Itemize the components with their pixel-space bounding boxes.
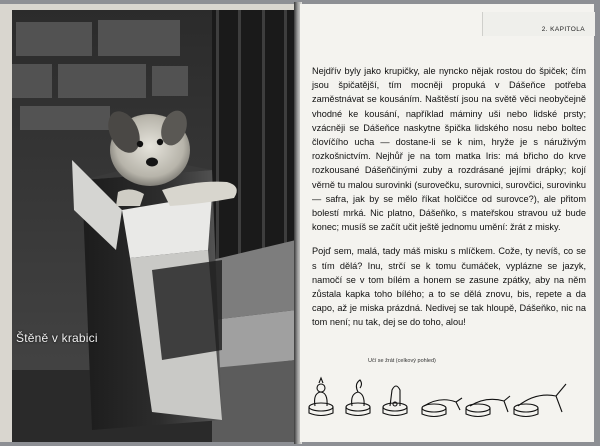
left-page (0, 4, 296, 442)
frame-3 (383, 386, 407, 416)
puppy-drinking-illustration (300, 368, 594, 422)
body-text (312, 64, 586, 340)
photo-image (12, 10, 296, 442)
paragraph: Nejdřív byly jako krupičky, ale nyncko nějak rostou do špiček; čím jsou špičatější, tím mocněji propuká v Dášeňce potřeba zaměstnávat se kousáním. Naštěstí jsou na světě věci neobyčejně vhodné ke kousání, například máminy uši nebo lidské prsty; vzácněji se Dášeňce naskytne špička lidského nosu nebo boltec človíčího ucha — dostane-li se k nim, hryže je s náruživým rozkošnictvím. Nejhůř je na tom matka Iris: má břicho do krve rozkousané Dášeňčinými zuby a rozdrásané jejími drápky; kojí věrně tu malou surovinki (surovečku, surovnici, surovčici, surovinku — safra, jak by se mělo říkat holčičce od surovce?), ale přitom bolestí mrká. Nic platno, Dášeňko, s mateřskou stravou už bude konec; musíš se začít učit ještě jednomu umění: žrát z misky. (312, 66, 586, 233)
frame-2 (346, 380, 370, 416)
puppy-drinking-sequence-drawing (300, 368, 594, 422)
chapter-header-tab (482, 12, 595, 36)
frame-5 (466, 396, 510, 417)
frame-6 (514, 384, 566, 417)
frame-4 (422, 398, 462, 417)
right-page (300, 4, 594, 442)
chapter-label: 2. KAPITOLA (541, 26, 585, 33)
frame-1 (309, 378, 333, 416)
paragraph: Pojď sem, malá, tady máš misku s mlíčkem. Cože, ty nevíš, co se s tím dělá? Inu, strčí se k tomu čumáček, vyplázne se jazyk, namočí se v tom bílém a honem se zasune zpátky, aby na něm zůstala kapka toho bílého; a to se dělá znovu, bis, repete a da capo, až je miska prázdná. Nedivej se tak hloupě, Dášeňko, nic na tom není; nu tak, dej se do toho, alou! (312, 246, 586, 328)
puppy-in-box-photo (12, 10, 296, 442)
photo-caption: Štěně v krabici (16, 331, 98, 345)
illustration-caption: Učí se žrát (celkový pohled) (368, 358, 436, 364)
